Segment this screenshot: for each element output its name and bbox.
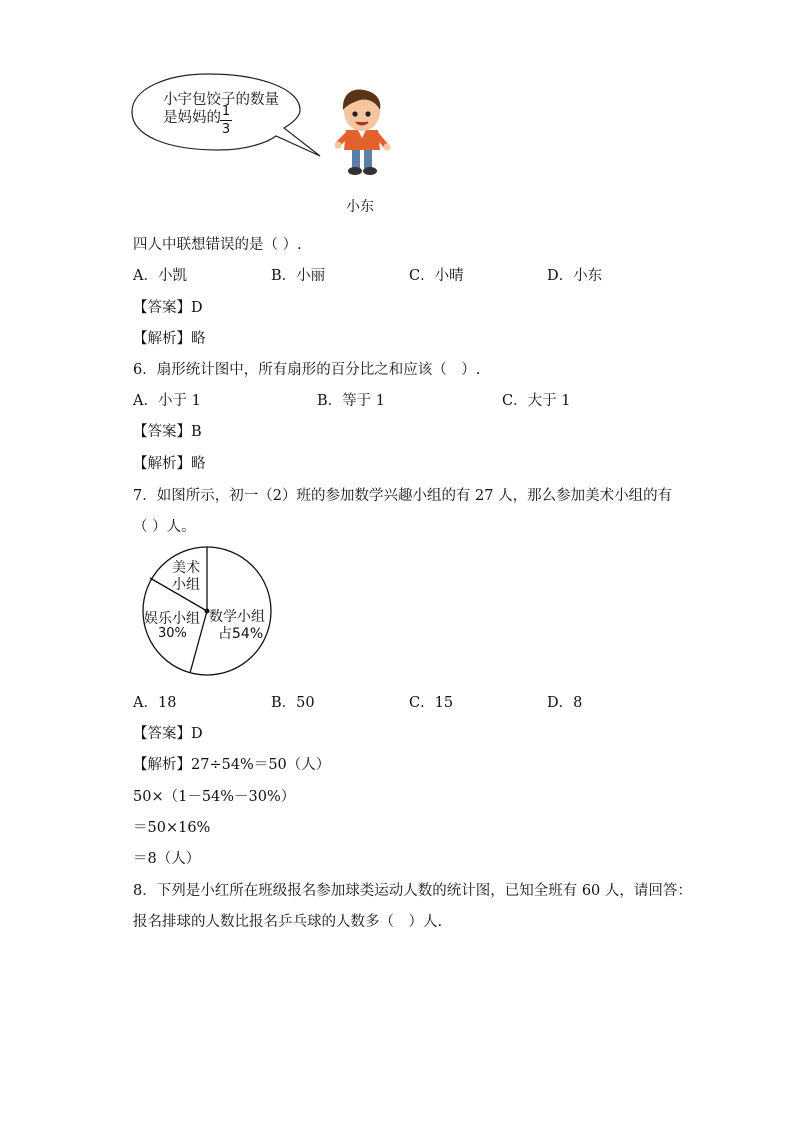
character-name: 小东 xyxy=(346,199,374,215)
q6-question: 6．扇形统计图中，所有扇形的百分比之和应该（ ）. xyxy=(133,362,481,378)
q7-option-d: D．8 xyxy=(547,695,583,711)
bubble-line-2: 是妈妈的 xyxy=(163,110,221,126)
q6-option-c: C．大于 1 xyxy=(502,393,571,409)
q7-analysis-line-1: 【解析】27÷54%＝50（人） xyxy=(133,757,331,773)
q5-option-b: B．小丽 xyxy=(271,268,326,284)
q7-option-b: B．50 xyxy=(271,695,315,711)
pie-label-art-1: 美术 xyxy=(172,560,200,576)
pie-label-art-2: 小组 xyxy=(172,577,200,593)
fraction-denominator: 3 xyxy=(221,122,231,137)
q7-analysis-line-3: ＝50×16% xyxy=(133,820,211,836)
q5-answer: 【答案】D xyxy=(133,300,203,316)
q5-option-c: C．小晴 xyxy=(409,268,464,284)
q5-option-d: D．小东 xyxy=(547,268,603,284)
pie-label-entertainment-2: 30% xyxy=(158,626,187,641)
q7-answer: 【答案】D xyxy=(133,726,203,742)
q7-analysis-line-2: 50×（1－54%－30%） xyxy=(133,789,296,805)
q8-question-line-2: 报名排球的人数比报名乒乓球的人数多（ ）人. xyxy=(133,914,443,930)
q8-question-line-1: 8．下列是小红所在班级报名参加球类运动人数的统计图，已知全班有 60 人，请回答： xyxy=(133,883,692,899)
q6-answer: 【答案】B xyxy=(133,424,202,440)
fraction-numerator: 1 xyxy=(221,104,231,119)
q6-option-b: B．等于 1 xyxy=(317,393,385,409)
q7-option-a: A．18 xyxy=(133,695,177,711)
q7-option-c: C．15 xyxy=(409,695,454,711)
q7-analysis-line-4: ＝8（人） xyxy=(133,851,201,867)
q6-option-a: A．小于 1 xyxy=(133,393,201,409)
bubble-line-1: 小宇包饺子的数量 xyxy=(163,92,279,108)
q7-question-line-2: （ ）人。 xyxy=(133,519,196,535)
boy-illustration xyxy=(330,84,394,180)
q5-option-a: A．小凯 xyxy=(133,268,187,284)
q5-question: 四人中联想错误的是（ ）. xyxy=(133,237,302,253)
pie-label-math-1: 数学小组 xyxy=(209,609,265,625)
pie-label-entertainment-1: 娱乐小组 xyxy=(144,611,200,627)
bubble-fraction xyxy=(220,104,232,137)
fraction-bar xyxy=(220,120,232,121)
pie-label-math-2: 占54% xyxy=(218,626,264,642)
q6-analysis: 【解析】略 xyxy=(133,456,206,472)
q7-question-line-1: 7．如图所示，初一（2）班的参加数学兴趣小组的有 27 人，那么参加美术小组的有 xyxy=(133,488,673,504)
q5-analysis: 【解析】略 xyxy=(133,331,206,347)
